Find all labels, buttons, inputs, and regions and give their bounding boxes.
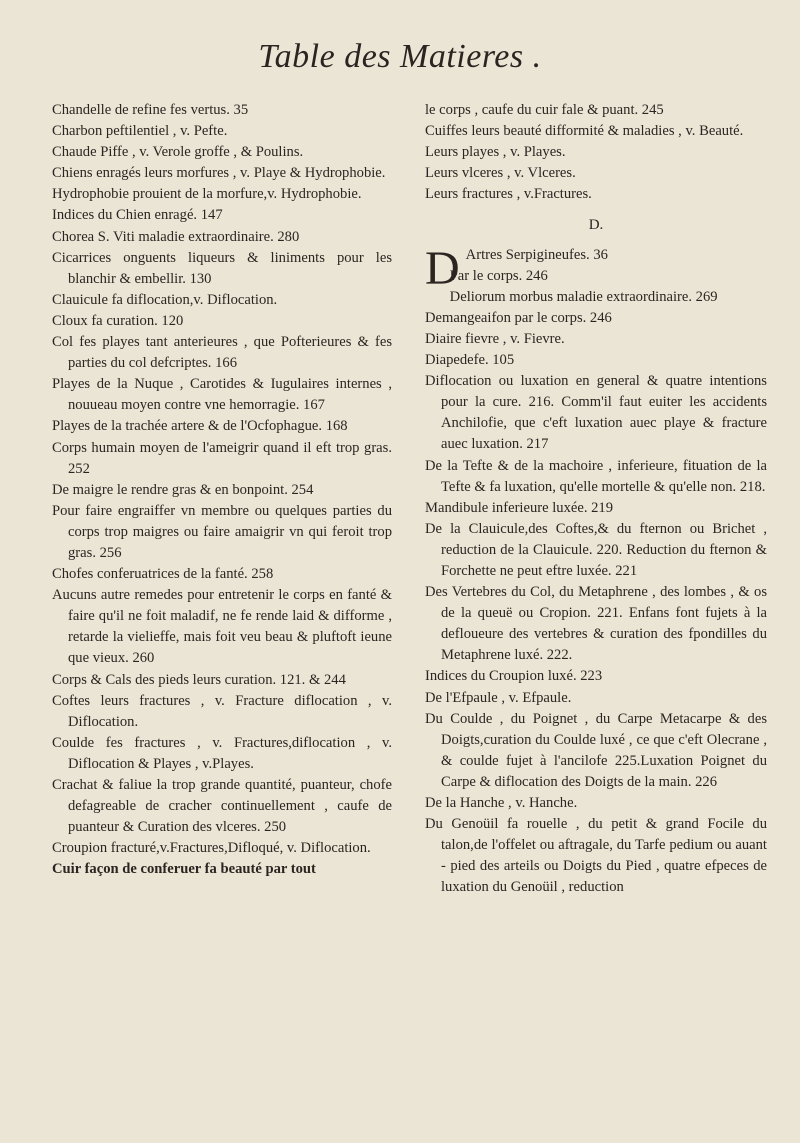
index-entry: Des Vertebres du Col, du Metaphrene , des lombes , & os de la queuë ou Cropion. 221. Enfans font fujets à la defloueure des vertebres & curation des fpondilles du Metaphrene luxé. 222. [425,584,767,664]
index-entry: Corps & Cals des pieds leurs curation. 121. & 244 [52,671,346,688]
right-column [425,100,767,898]
dropcap-entry-text: Artres Serpigineufes. 36 [465,246,608,263]
index-entry: Diflocation ou luxation en general & quatre intentions pour la cure. 216. Comm'il faut euiter les accidents Anchilofie, que c'eft luxation auec playe & fracture auec luxation. 217 [425,373,767,453]
index-entry: Chorea S. Viti maladie extraordinaire. 280 [52,228,300,245]
index-entry: Diapedefe. 105 [425,352,515,369]
index-entry: Chofes conferuatrices de la fanté. 258 [52,566,274,583]
index-entry: Clauicule fa diflocation,v. Diflocation. [52,291,278,308]
index-entry: Leurs playes , v. Playes. [425,144,566,161]
index-entry: Corps humain moyen de l'ameigrir quand il eft trop gras. 252 [52,439,392,477]
index-entry: Leurs vlceres , v. Vlceres. [425,165,576,182]
index-entry: De la Clauicule,des Coftes,& du fternon ou Brichet , reduction de la Clauicule. 220. Reduction du fternon & Forchette ne peut eftre luxée. 221 [425,520,767,579]
index-entry: Aucuns autre remedes pour entretenir le corps en fanté & faire qu'il ne foit maladif, ne fe rende laid & difforme , retarde la vielieffe, mais foit veu beau & pluftoft ieune que vieux. 260 [52,587,392,667]
index-entry: De la Hanche , v. Hanche. [425,795,578,811]
index-entry: Cuiffes leurs beauté difformité & maladies , v. Beauté. [425,123,744,140]
index-entry: Chaude Piffe , v. Verole groffe , & Poulins. [52,144,304,161]
index-entry: Charbon peftilentiel , v. Pefte. [52,123,228,140]
index-entry: Chandelle de refine fes vertus. 35 [52,102,249,118]
index-entry: Col fes playes tant anterieures , que Pofterieures & fes parties du col defcriptes. 166 [52,334,392,372]
index-entry: Cuir façon de conferuer fa beauté par tout [52,861,316,878]
index-entry: Diaire fievre , v. Fievre. [425,330,565,347]
index-entry: Cloux fa curation. 120 [52,312,184,329]
index-entry: De maigre le rendre gras & en bonpoint. 254 [52,481,314,498]
index-entry: Crachat & faliue la trop grande quantité, puanteur, chofe defagreable de cracher continuellement , caufe de puanteur & Curation des vlceres. 250 [52,777,392,836]
page-header: Table des Matieres . [258,38,542,75]
index-entry: Du Coulde , du Poignet , du Carpe Metacarpe & des Doigts,curation du Coulde luxé , ce que c'eft Olecrane , & coulde fujet à l'ancilofe 225.Luxation Poignet du Carpe & diflocation des Doigts de la main. 226 [425,710,767,790]
index-entry: Mandibule inferieure luxée. 219 [425,499,614,516]
index-entry: Du Genoüil fa rouelle , du petit & grand Focile du talon,de l'offelet ou aftragale, du Tarfe pedium ou auant - pied des arteils ou Doigts du Pied , quatre efpeces de luxation du Genoüil , reduction [425,816,767,896]
index-entry: De l'Efpaule , v. Efpaule. [425,689,572,706]
index-entry: Playes de la trachée artere & de l'Ocfophague. 168 [52,418,348,435]
index-entry: Coftes leurs fractures , v. Fracture diflocation , v. Diflocation. [52,692,392,730]
index-entry: Cicarrices onguents liqueurs & liniments pour les blanchir & embellir. 130 [52,249,392,287]
index-entry: Deliorum morbus maladie extraordinaire. 269 [449,288,718,305]
index-entry: le corps , caufe du cuir fale & puant. 245 [425,102,664,118]
index-entry: Croupion fracturé,v.Fractures,Difloqué, v. Diflocation. [52,840,371,857]
index-entry: Hydrophobie prouient de la morfure,v. Hydrophobie. [52,186,362,203]
section-letter: D. [588,217,604,234]
index-entry: Indices du Chien enragé. 147 [52,207,223,224]
index-entry: Leurs fractures , v.Fractures. [425,186,592,203]
index-entry: Coulde fes fractures , v. Fractures,diflocation , v. Diflocation & Playes , v.Playes. [52,734,392,772]
index-entry: Pour faire engraiffer vn membre ou quelques parties du corps trop maigres ou faire amaigrir vn qui feroit trop gras. 256 [52,502,392,561]
index-entry: Chiens enragés leurs morfures , v. Playe & Hydrophobie. [52,165,386,182]
left-column [52,100,392,880]
index-entry: Playes de la Nuque , Carotides & Iugulaires internes , nouueau moyen contre vne hemorragie. 167 [52,376,392,414]
index-entry: De la Tefte & de la machoire , inferieure, fituation de la Tefte & fa luxation, qu'elle mortelle & qu'elle non. 218. [425,457,767,495]
index-entry: Demangeaifon par le corps. 246 [425,309,612,326]
index-entry: Indices du Croupion luxé. 223 [425,668,603,685]
drop-capital: D [425,241,460,295]
index-entry: Par le corps. 246 [449,267,548,284]
